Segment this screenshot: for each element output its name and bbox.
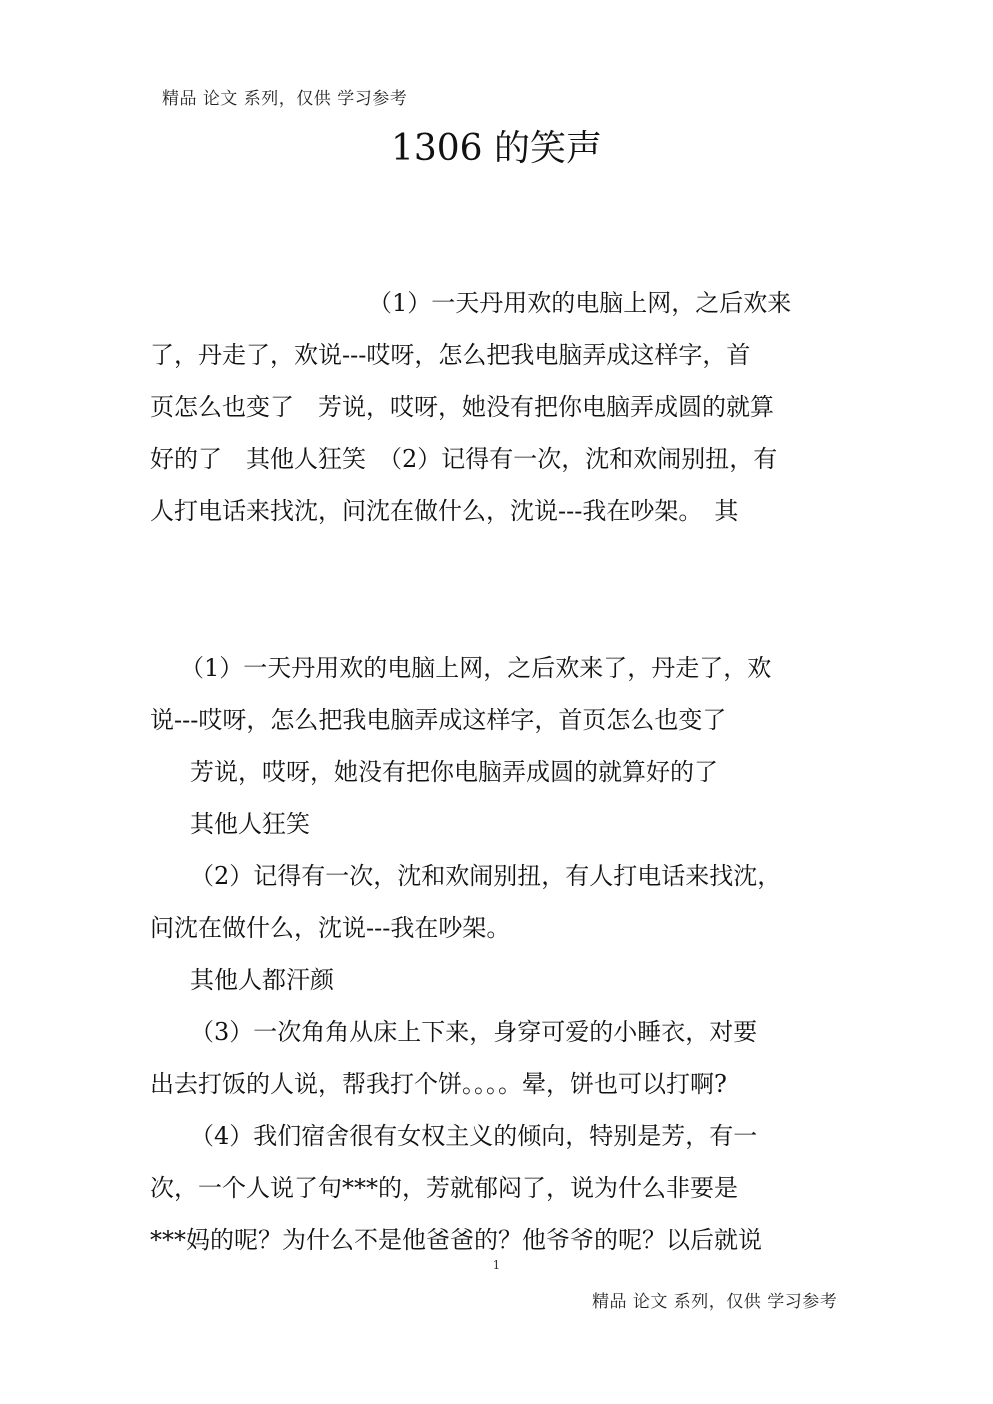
summary-line: 好的了 其他人狂笑 （2）记得有一次，沈和欢闹别扭，有	[150, 445, 778, 473]
body-line: （2）记得有一次，沈和欢闹别扭，有人打电话来找沈，	[190, 862, 782, 890]
body-line: 次，一个人说了句***的，芳就郁闷了，说为什么非要是	[150, 1174, 738, 1202]
body-line: 问沈在做什么，沈说---我在吵架。	[150, 914, 511, 942]
footer-note: 精品 论文 系列，仅供 学习参考	[592, 1292, 838, 1312]
body-line: （4）我们宿舍很有女权主义的倾向，特别是芳，有一	[190, 1122, 758, 1150]
body-line: （1）一天丹用欢的电脑上网，之后欢来了，丹走了，欢	[180, 654, 772, 682]
body-line: 说---哎呀，怎么把我电脑弄成这样字，首页怎么也变了	[150, 706, 727, 734]
body-line: 其他人都汗颜	[190, 966, 334, 994]
document-title: 1306 的笑声	[390, 128, 603, 169]
summary-line: 页怎么也变了 芳说，哎呀，她没有把你电脑弄成圆的就算	[150, 393, 774, 421]
body-line: ***妈的呢？为什么不是他爸爸的？他爷爷的呢？以后就说	[150, 1226, 762, 1254]
body-line: （3）一次角角从床上下来，身穿可爱的小睡衣，对要	[190, 1018, 758, 1046]
summary-line: 人打电话来找沈，问沈在做什么，沈说---我在吵架。 其	[150, 497, 739, 525]
header-note: 精品 论文 系列，仅供 学习参考	[162, 89, 408, 109]
body-line: 其他人狂笑	[190, 810, 310, 838]
page-number: 1	[492, 1258, 501, 1272]
summary-line: （1）一天丹用欢的电脑上网，之后欢来	[368, 289, 792, 317]
body-line: 芳说，哎呀，她没有把你电脑弄成圆的就算好的了	[190, 758, 718, 786]
summary-line: 了，丹走了，欢说---哎呀，怎么把我电脑弄成这样字，首	[150, 341, 751, 369]
body-line: 出去打饭的人说，帮我打个饼。。。。晕，饼也可以打啊?	[150, 1070, 727, 1098]
